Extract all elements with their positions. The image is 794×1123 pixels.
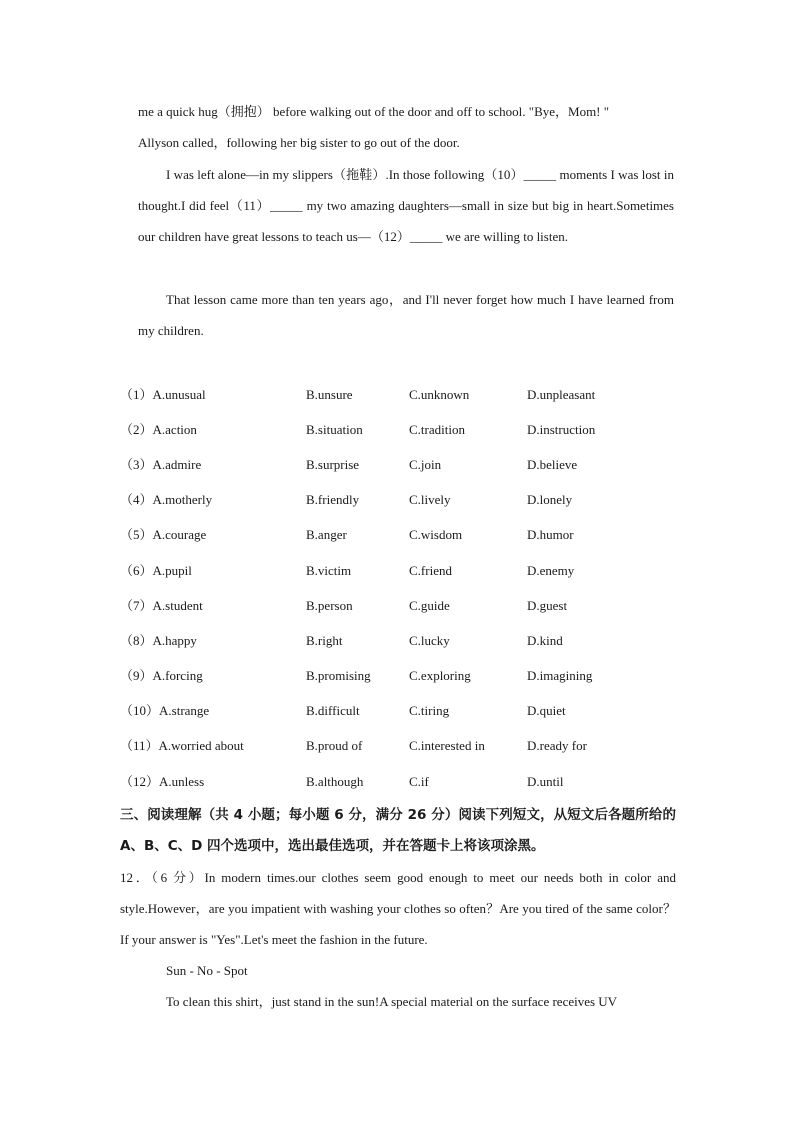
- option-b: B.although: [306, 774, 364, 789]
- option-row: [120, 562, 680, 580]
- option-d: D.imagining: [527, 668, 593, 683]
- option-b: B.situation: [306, 422, 363, 437]
- option-c: C.lucky: [409, 633, 450, 648]
- option-b: B.victim: [306, 563, 352, 578]
- question-text: In modern times.our clothes seem good enough to meet our needs both in color and style.However，are you impatient with washing your clothes so often？Are you tired of the same color？If your answer is "Yes".Let's meet the fashion in the future.: [120, 870, 676, 948]
- option-row: [120, 737, 680, 755]
- option-c: C.tradition: [409, 422, 465, 437]
- option-d: D.instruction: [527, 422, 596, 437]
- option-d: D.believe: [527, 457, 578, 472]
- option-b: B.difficult: [306, 703, 360, 718]
- option-c: C.if: [409, 774, 429, 789]
- option-row: [120, 386, 680, 404]
- option-row: [120, 702, 680, 720]
- option-b: B.promising: [306, 668, 371, 683]
- option-b: B.anger: [306, 527, 347, 542]
- option-row: [120, 421, 680, 439]
- option-d: D.enemy: [527, 563, 575, 578]
- option-row: [120, 491, 680, 509]
- option-d: D.humor: [527, 527, 574, 542]
- option-d: D.unpleasant: [527, 387, 596, 402]
- option-b: B.person: [306, 598, 353, 613]
- option-a: （7）A.student: [120, 598, 203, 613]
- option-c: C.friend: [409, 563, 452, 578]
- article-paragraph-1: To clean this shirt，just stand in the sun!A special material on the surface receives UV: [166, 994, 618, 1009]
- option-b: B.friendly: [306, 492, 360, 507]
- option-a: （6）A.pupil: [120, 563, 192, 578]
- option-c: C.unknown: [409, 387, 470, 402]
- option-a: （8）A.happy: [120, 633, 197, 648]
- article-subtitle: Sun - No - Spot: [166, 963, 248, 978]
- option-c: C.guide: [409, 598, 450, 613]
- option-c: C.wisdom: [409, 527, 463, 542]
- option-c: C.lively: [409, 492, 451, 507]
- option-d: D.quiet: [527, 703, 566, 718]
- option-row: [120, 456, 680, 474]
- option-a: （1）A.unusual: [120, 387, 206, 402]
- passage-paragraph-3: That lesson came more than ten years ago，and I'll never forget how much I have learned from my children.: [138, 292, 674, 339]
- section-heading: 三、阅读理解（共 4 小题；每小题 6 分，满分 26 分）阅读下列短文，从短文后各题所给的A、B、C、D 四个选项中，选出最佳选项，并在答题卡上将该项涂黑。: [120, 807, 676, 854]
- option-d: D.kind: [527, 633, 563, 648]
- option-a: （3）A.admire: [120, 457, 202, 472]
- option-c: C.tiring: [409, 703, 450, 718]
- option-a: （4）A.motherly: [120, 492, 213, 507]
- option-c: C.join: [409, 457, 442, 472]
- option-d: D.guest: [527, 598, 568, 613]
- option-row: [120, 632, 680, 650]
- option-b: B.right: [306, 633, 343, 648]
- option-b: B.proud of: [306, 738, 363, 753]
- option-row: [120, 597, 680, 615]
- option-a: （9）A.forcing: [120, 668, 203, 683]
- option-c: C.exploring: [409, 668, 471, 683]
- question-12: [120, 862, 676, 956]
- passage-paragraph-2: I was left alone—in my slippers（拖鞋）.In those following（10）_____ moments I was lost in thought.I did feel（11）_____ my two amazing daughters—small in size but big in heart.Sometimes our children have great lessons to teach us—（12）_____ we are willing to listen.: [138, 167, 674, 245]
- option-d: D.until: [527, 774, 564, 789]
- question-label: 12．（6 分）: [120, 870, 205, 885]
- option-a: （2）A.action: [120, 422, 197, 437]
- passage-line-1: me a quick hug（拥抱） before walking out of the door and off to school. "Bye，Mom! ": [138, 104, 610, 119]
- option-row: [120, 667, 680, 685]
- option-a: （5）A.courage: [120, 527, 207, 542]
- option-b: B.surprise: [306, 457, 360, 472]
- option-row: [120, 773, 680, 791]
- option-c: C.interested in: [409, 738, 485, 753]
- option-row: [120, 526, 680, 544]
- option-d: D.ready for: [527, 738, 587, 753]
- option-b: B.unsure: [306, 387, 353, 402]
- option-d: D.lonely: [527, 492, 573, 507]
- option-a: （11）A.worried about: [120, 738, 244, 753]
- option-a: （12）A.unless: [120, 774, 205, 789]
- passage-line-2: Allyson called，following her big sister to go out of the door.: [138, 135, 460, 150]
- option-a: （10）A.strange: [120, 703, 210, 718]
